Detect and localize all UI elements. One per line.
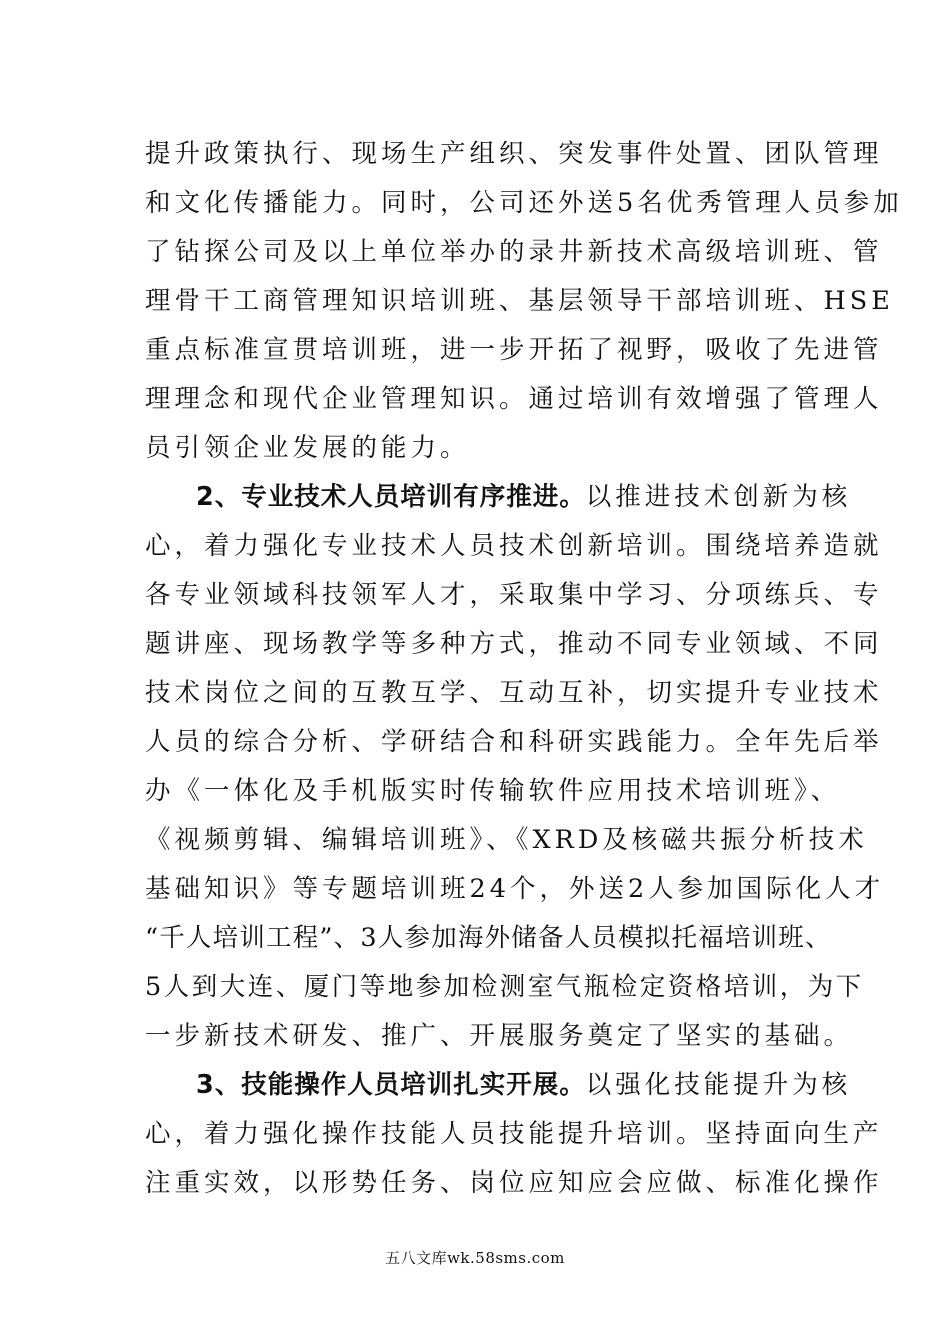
text-line: 员引领企业发展的能力。: [145, 433, 470, 463]
text-line: [145, 1061, 852, 1110]
text-line-rest: 以推进技术创新为核: [585, 482, 852, 512]
document-body: [145, 130, 903, 1208]
section-heading: 3、技能操作人员培训扎实开展。: [196, 1070, 586, 1100]
footer-watermark: 五八文库wk.58sms.com: [385, 1249, 565, 1267]
text-line: 提升政策执行、现场生产组织、突发事件处置、团队管理: [145, 139, 883, 169]
text-line: 各专业领域科技领军人才，采取集中学习、分项练兵、专: [145, 580, 883, 610]
text-line: 心，着力强化操作技能人员技能提升培训。坚持面向生产: [145, 1119, 883, 1149]
section-heading: 2、专业技术人员培训有序推进。: [196, 482, 586, 512]
text-line: 心，着力强化专业技术人员技术创新培训。围绕培养造就: [145, 531, 883, 561]
text-line: 5人到大连、厦门等地参加检测室气瓶检定资格培训，为下: [145, 972, 864, 1002]
text-line: 办《一体化及手机版实时传输软件应用技术培训班》、: [145, 776, 841, 806]
text-line: “千人培训工程”、3人参加海外储备人员模拟托福培训班、: [145, 923, 832, 953]
text-line: 题讲座、现场教学等多种方式，推动不同专业领域、不同: [145, 629, 883, 659]
paragraph-technical-training: [145, 473, 885, 1061]
text-line: 人员的综合分析、学研结合和科研实践能力。全年先后举: [145, 727, 883, 757]
text-line: 理理念和现代企业管理知识。通过培训有效增强了管理人: [145, 384, 883, 414]
text-line: [145, 473, 852, 522]
text-line: 重点标准宣贯培训班，进一步开拓了视野，吸收了先进管: [145, 335, 883, 365]
paragraph-skill-training: [145, 1061, 883, 1208]
text-line: 理骨干工商管理知识培训班、基层领导干部培训班、HSE: [145, 286, 894, 316]
text-line: 了钻探公司及以上单位举办的录井新技术高级培训班、管: [145, 237, 883, 267]
text-line: 基础知识》等专题培训班24个，外送2人参加国际化人才: [145, 874, 885, 904]
paragraph-management-training: [145, 130, 903, 473]
text-line-rest: 以强化技能提升为核: [585, 1070, 852, 1100]
text-line: 技术岗位之间的互教互学、互动互补，切实提升专业技术: [145, 678, 883, 708]
text-line: 《视频剪辑、编辑培训班》、《XRD及核磁共振分析技术: [145, 825, 868, 855]
text-line: 和文化传播能力。同时，公司还外送5名优秀管理人员参加: [145, 188, 903, 218]
text-line: 一步新技术研发、推广、开展服务奠定了坚实的基础。: [145, 1021, 854, 1051]
text-line: 注重实效，以形势任务、岗位应知应会应做、标准化操作: [145, 1168, 883, 1198]
